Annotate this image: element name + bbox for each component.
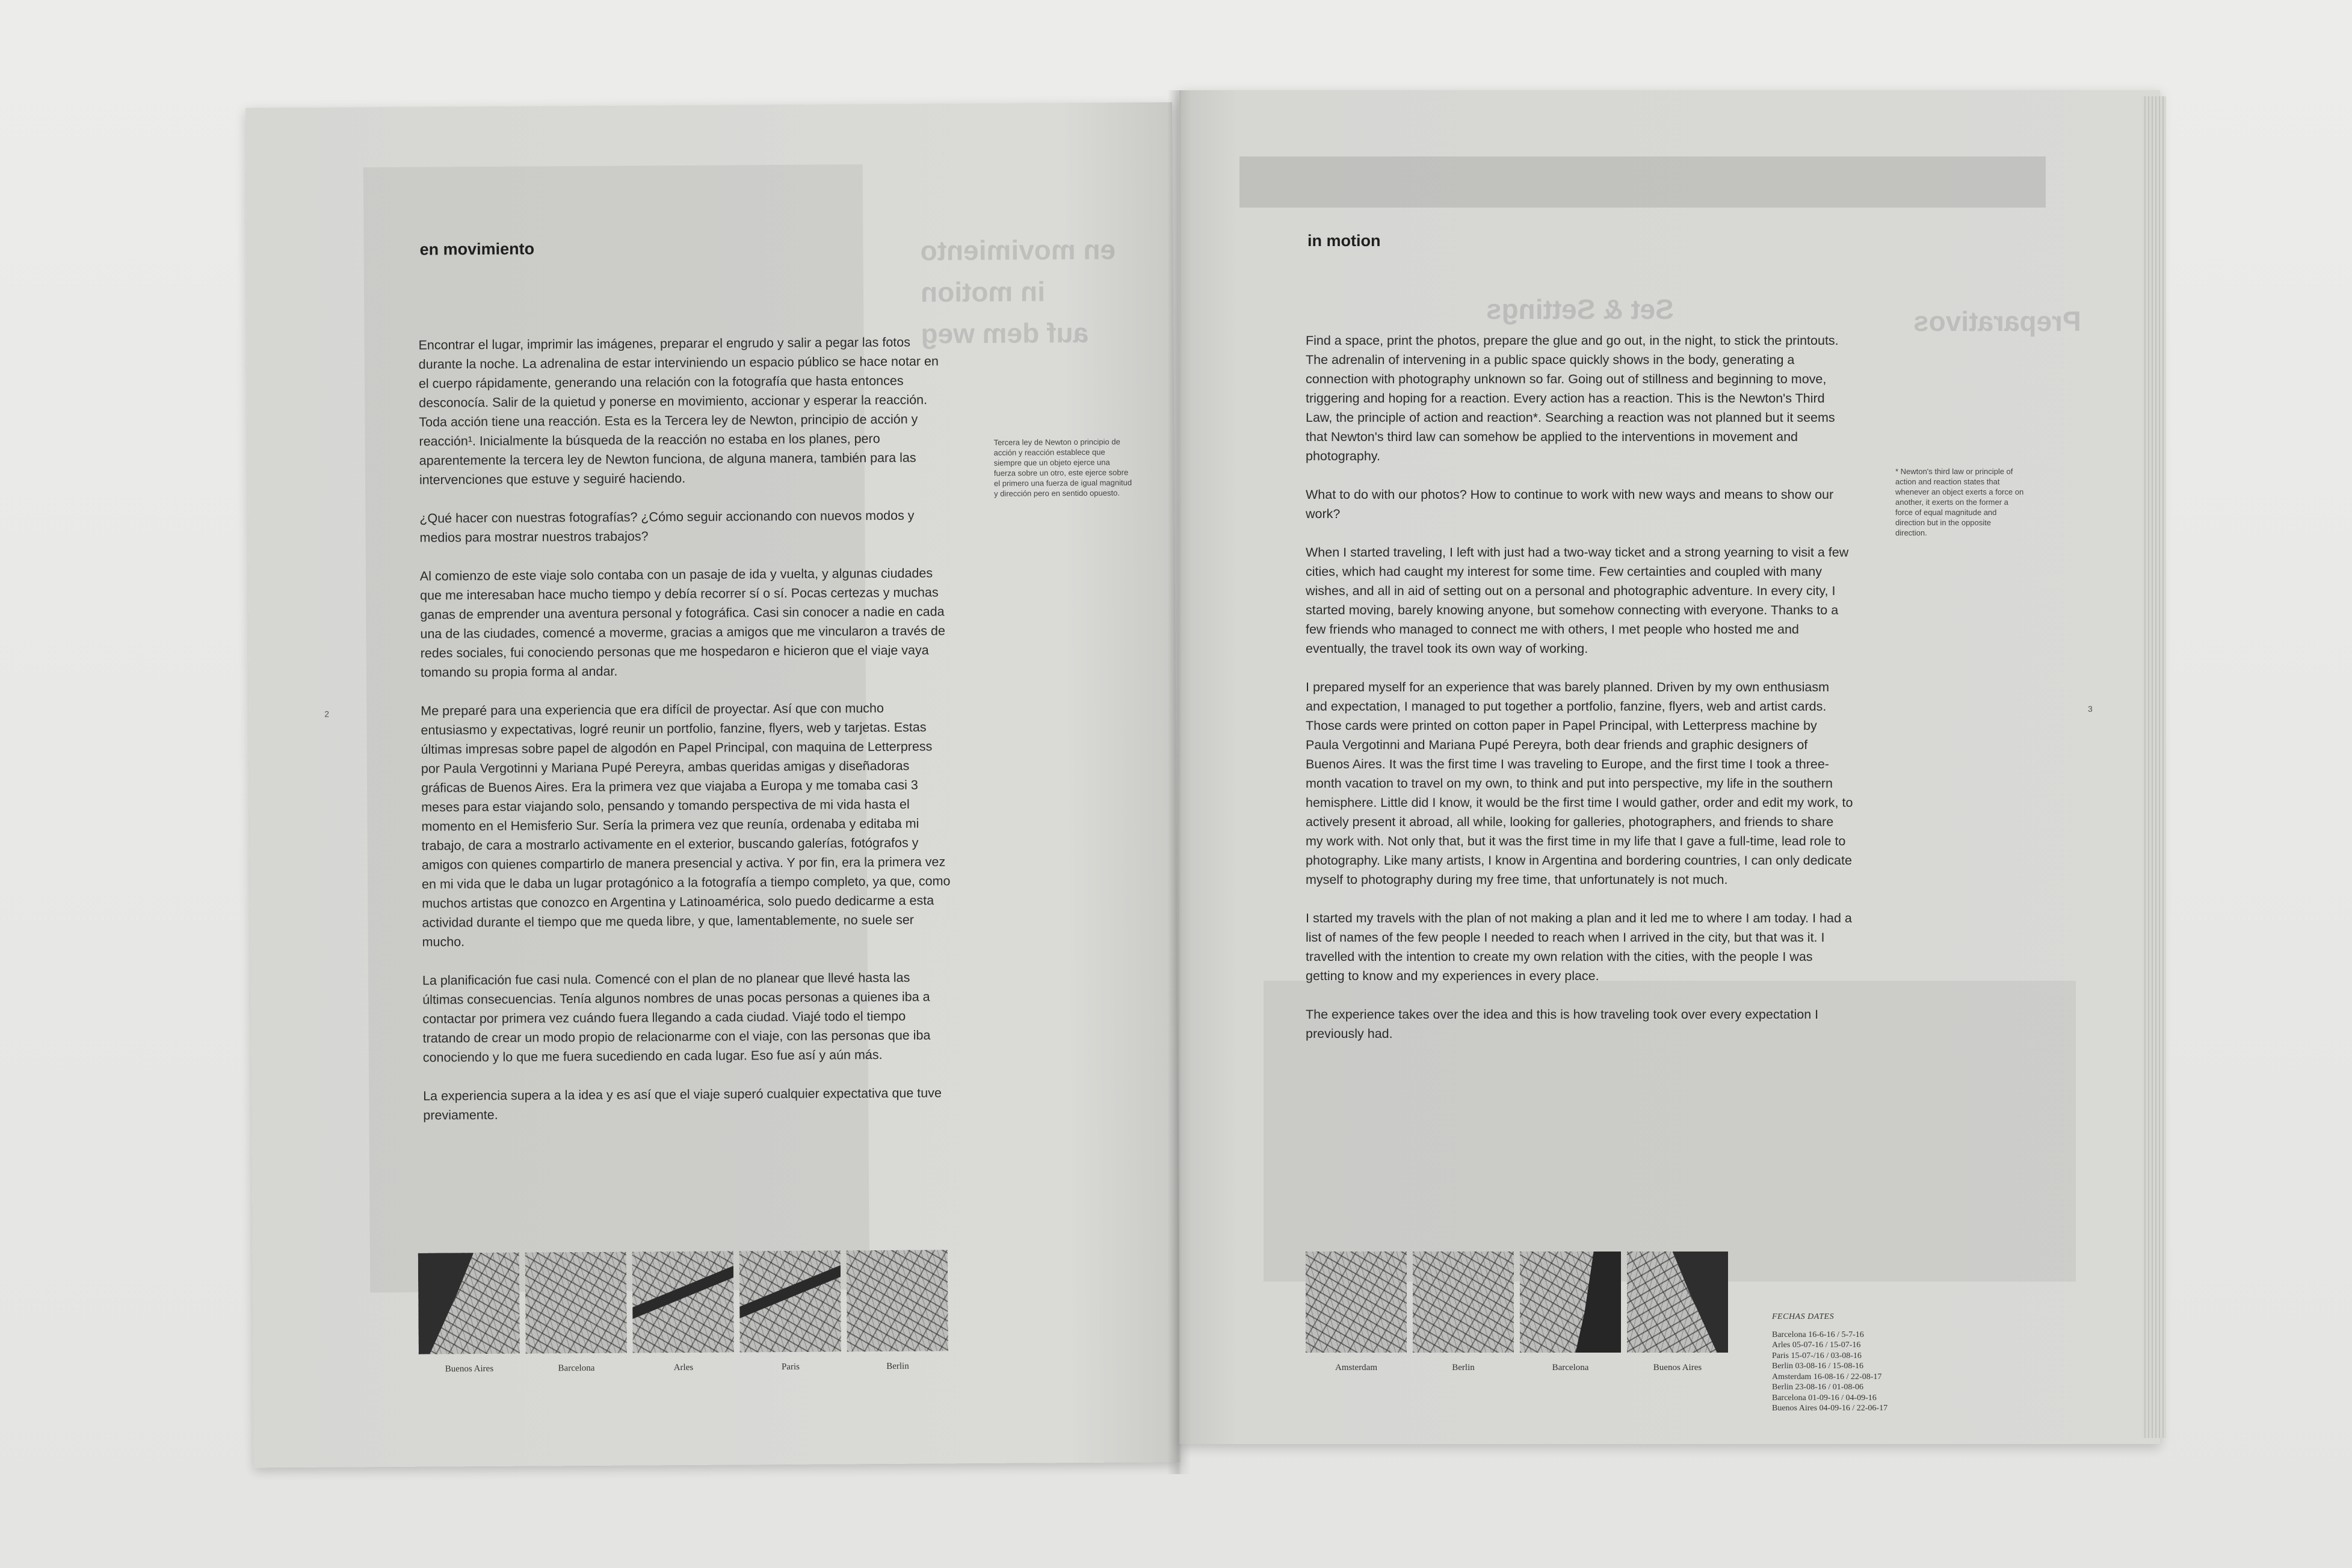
paragraph: I prepared myself for an experience that was barely planned. Driven by my own enthusiasm and expectation, I managed to put together a portfolio, fanzine, flyers, web and artist cards. Those cards were printed on cotton paper in Papel Principal, with Letterpress machine by Paula Vergotinni and Mariana Pupé Pereyra, both dear friends and graphic designers of Buenos Aires. It was the first time I was traveling to Europe, and the first time I took a three-month vacation to travel on my own, to think and put into perspective, my life in the southern hemisphere. Little did I know, it would be the first time I would gather, order and edit my work, to actively present it abroad, all while, looking for galleries, photographers, and friends to share my work with. Not only that, but it was the first time in my life that I gave a full-time, lead role to photography. Like many artists, I know in Argentina and bordering countries, I can only dedicate myself to photography during my free time, that unfortunately is not much. [1306,680,1853,887]
footnote: Tercera ley de Newton o principio de acción y reacción establece que siempre que un objeto ejerce una fuerza sobre un otro, este ejerce sobre el primero una fuerza de igual magnitud y dirección pero en sentido opuesto. [993,437,1132,498]
map-image [1306,1252,1407,1353]
article-body [418,332,952,1144]
footnote: * Newton's third law or principle of action and reaction states that whenever an object exerts a force on another, it exerts on the former a force of equal magnitude and direction but in the opposite direction. [1895,467,2024,537]
left-page [245,102,1181,1468]
paragraph: The experience takes over the idea and this is how traveling took over every expectation I previously had. [1306,1007,1819,1041]
map-image [1520,1252,1621,1353]
travel-dates [1772,1312,1928,1414]
map-captions [419,1361,948,1374]
paragraph: Al comienzo de este viaje solo contaba con un pasaje de ida y vuelta, y algunas ciudades que me interesaban hace mucho tiempo y debía recorrer sí o sí. Pocas certezas y muchas ganas de emprender una aventura personal y fotográfica. Casi sin conocer a nadie en cada una de las ciudades, comencé a moverme, gracias a amigos que me vincularon a través de redes sociales, fui conociendo personas que me hospedaron e hicieron que el viaje vaya tomando su propia forma al andar. [419,566,945,680]
show-through-heading: Set & Settings [1486,294,1674,325]
date-entry: Berlin 23-08-16 / 01-08-06 [1772,1383,1864,1392]
show-through-side-heading: Preparativos [1913,306,2081,337]
map-caption: Amsterdam [1335,1363,1377,1372]
paragraph: Encontrar el lugar, imprimir las imágenes, preparar el engrudo y salir a pegar las fotos durante la noche. La adrenalina de estar interviniendo un espacio público se hace notar en el cuerpo rápidamente, generando una relación con la fotografía que hasta entonces desconocía. Salir de la quietud y ponerse en movimiento, accionar y esperar la reacción. Toda acción tiene una reacción. Esta es la Tercera ley de Newton, principio de acción y reacción¹. Inicialmente la búsqueda de la reacción no estaba en los planes, pero aparentemente la tercera ley de Newton funciona, de alguna manera, también para las intervenciones que estuve y seguiré haciendo. [418,335,939,487]
spine-shadow [1167,90,1191,1474]
paragraph: What to do with our photos? How to continue to work with new ways and means to show our work? [1306,487,1834,521]
map-caption: Berlin [886,1361,909,1371]
date-entry: Amsterdam 16-08-16 / 22-08-17 [1772,1372,1882,1381]
dates-title: FECHAS DATES [1772,1312,1835,1321]
map-image [418,1253,520,1354]
map-caption: Barcelona [1552,1363,1589,1372]
paragraph: I started my travels with the plan of not making a plan and it led me to where I am today. I had a list of names of the few people I needed to reach when I arrived in the city, but that was it. I travelled with the intention to create my own relation with the cities, with the people I was getting to know and my experiences in every place. [1306,911,1852,983]
date-entry: Barcelona 16-6-16 / 5-7-16 [1772,1330,1864,1339]
date-entry: Berlin 03-08-16 / 15-08-16 [1772,1362,1864,1371]
date-entry: Arles 05-07-16 / 15-07-16 [1772,1341,1861,1350]
map-image [632,1252,734,1353]
paragraph: Me preparé para una experiencia que era difícil de proyectar. Así que con mucho entusiasmo y expectativas, logré reunir un portfolio, fanzine, flyers, web y tarjetas. Estas últimas impresas sobre papel de algodón en Papel Principal, con maquina de Letterpress por Paula Vergotinni y Mariana Pupé Pereyra, ambas queridas amigas y diseñadoras gráficas de Buenos Aires. Era la primera vez que viajaba a Europa y me tomaba casi 3 meses para estar viajando solo, pensando y tomando perspectiva de mi vida hasta el momento en el Hemisferio Sur. Sería la primera vez que reunía, ordenaba y editaba mi trabajo, de cara a mostrarlo activamente en el exterior, buscando galerías, fotógrafos y amigos con quienes compartirlo de manera presencial y activa. Y por fin, era la primera vez en mi vida que le daba un lugar protagónico a la fotografía a tiempo completo, ya que, como muchos artistas que conozco en Argentina y Latinoamérica, solo puedo dedicarme a esta actividad durante el tiempo que me queda libre, y que, lamentablemente, no suele ser mucho. [421,700,951,949]
date-entry: Buenos Aires 04-09-16 / 22-06-17 [1772,1404,1888,1413]
page-title: en movimiento [419,239,535,259]
article-body [1306,331,1853,1063]
page-edges [2142,96,2166,1438]
map-caption: Buenos Aires [445,1363,494,1374]
map-image [1627,1252,1728,1353]
paragraph: When I started traveling, I left with just had a two-way ticket and a strong yearning to visit a few cities, which had caught my interest for some time. Few certainties and coupled with many wishes, and all in aid of setting out on a personal and photographic adventure. In every city, I started moving, barely knowing anyone, but somehow connecting with everyone. Thanks to a few friends who managed to connect me with others, I met people who hosted me and eventually, the travel took its own way of working. [1306,545,1849,656]
map-caption: Barcelona [558,1363,595,1374]
page-title: in motion [1307,232,1381,250]
page-number: 2 [324,709,330,719]
map-image [1413,1252,1514,1353]
map-image [739,1250,841,1352]
paragraph: La experiencia supera a la idea y es así que el viaje superó cualquier expectativa que tuve previamente. [423,1085,942,1123]
map-strip [418,1250,948,1354]
show-through-banner [1239,156,2046,208]
paragraph: ¿Qué hacer con nuestras fotografías? ¿Cómo seguir accionando con nuevos modos y medios para mostrar nuestros trabajos? [419,508,915,545]
map-caption: Arles [673,1362,694,1373]
date-entry: Barcelona 01-09-16 / 04-09-16 [1772,1393,1877,1403]
paragraph: Find a space, print the photos, prepare the glue and go out, in the night, to stick the printouts. The adrenalin of intervening in a public space quickly shows in the body, generating a connection with photography unknown so far. Going out of stillness and beginning to move, triggering and hoping for a reaction. Every action has a reaction. This is the Newton's Third Law, the principle of action and reaction*. Searching a reaction was not planned but it seems that Newton's third law can somehow be applied to the interventions in movement and photography. [1306,333,1839,463]
paragraph: La planificación fue casi nula. Comencé con el plan de no planear que llevé hasta las últimas consecuencias. Tenía algunos nombres de unas pocas personas a quienes iba a contactar por primera vez cuándo fuera llegando a cada ciudad. Viajé todo el tiempo tratando de crear un modo propio de relacionarme con el viaje, con las personas que iba conociendo y lo que me fuera sucediendo en cada lugar. Eso fue así y aún más. [422,970,931,1065]
map-strip [1306,1252,1728,1353]
page-number: 3 [2088,704,2093,714]
right-page [1179,90,2160,1444]
date-entry: Paris 15-07-/16 / 03-08-16 [1772,1351,1862,1360]
show-through-text: en movimiento in motion auf dem weg [920,233,1116,350]
map-image [525,1252,627,1354]
map-caption: Berlin [1452,1363,1475,1372]
map-image [847,1250,948,1351]
map-caption: Buenos Aires [1653,1363,1702,1372]
map-caption: Paris [781,1362,800,1372]
map-captions [1306,1363,1728,1373]
